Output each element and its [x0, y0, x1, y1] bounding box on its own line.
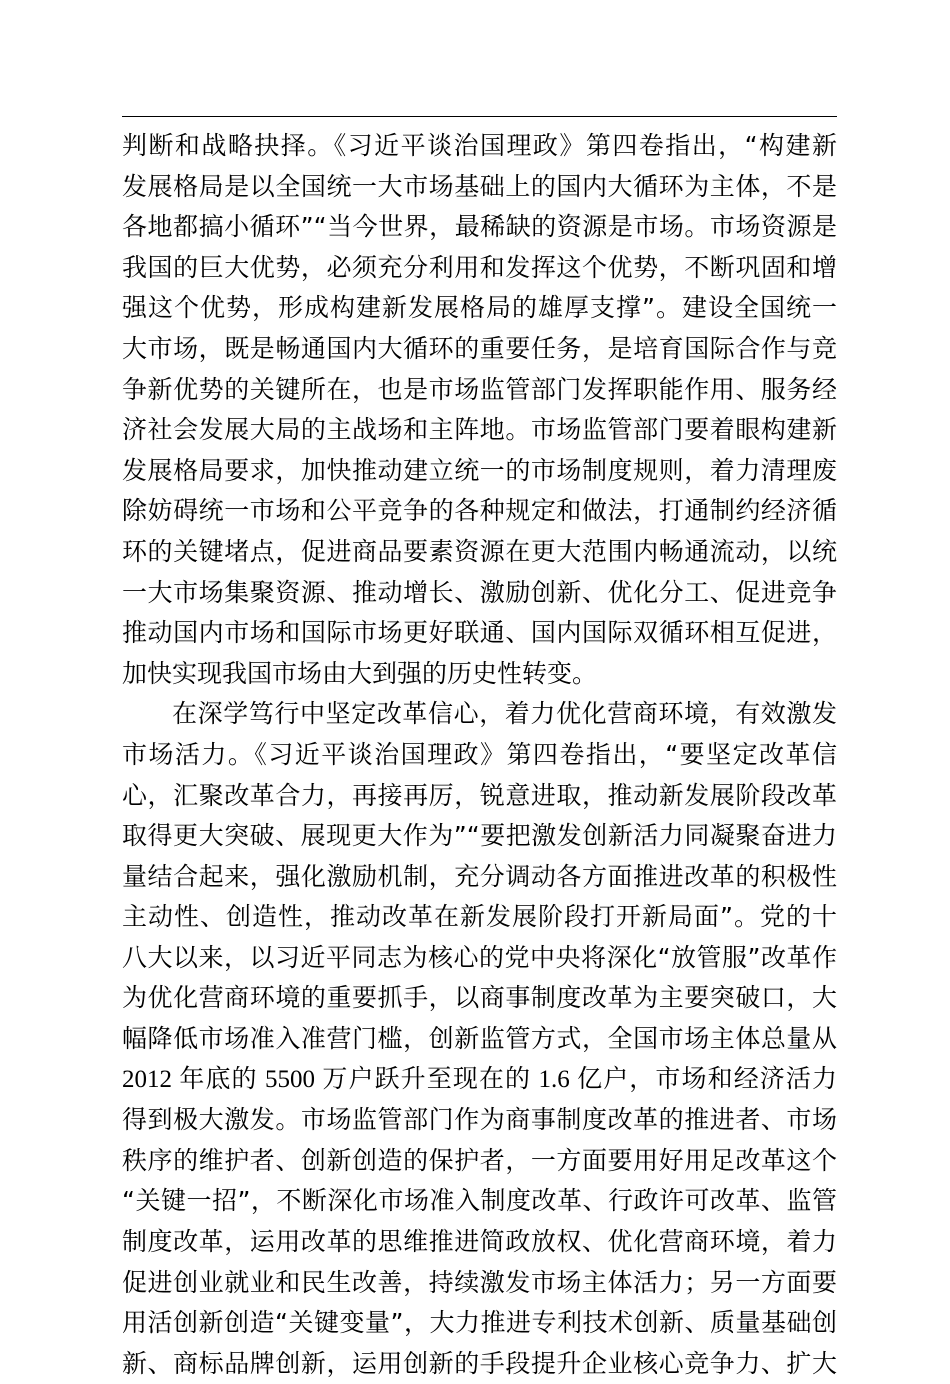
text-line: 秩序的维护者、创新创造的保护者，一方面要用好用足改革这个 [122, 1145, 837, 1175]
body-text [122, 126, 837, 1384]
text-line: 大市场，既是畅通国内大循环的重要任务，是培育国际合作与竞 [122, 333, 837, 363]
text-line: 市场活力。《习近平谈治国理政》第四卷指出，“要坚定改革信 [122, 739, 837, 769]
text-line: 制度改革，运用改革的思维推进简政放权、优化营商环境，着力 [122, 1227, 837, 1257]
text-line: 推动国内市场和国际市场更好联通、国内国际双循环相互促进， [122, 618, 837, 648]
text-line: 加快实现我国市场由大到强的历史性转变。 [122, 658, 598, 688]
text-line: 强这个优势，形成构建新发展格局的雄厚支撑”。建设全国统一 [122, 293, 837, 323]
text-line: 我国的巨大优势，必须充分利用和发挥这个优势，不断巩固和增 [122, 252, 837, 282]
text-line: 2012 年底的 5500 万户跃升至现在的 1.6 亿户，市场和经济活力 [122, 1065, 837, 1093]
text-line: 用活创新创造“关键变量”，大力推进专利技术创新、质量基础创 [122, 1308, 837, 1338]
paragraph-first-line: 在深学笃行中坚定改革信心，着力优化营商环境，有效激发 [172, 699, 837, 729]
text-line: 心，汇聚改革合力，再接再厉，锐意进取，推动新发展阶段改革 [122, 780, 837, 810]
text-line: 幅降低市场准入准营门槛，创新监管方式，全国市场主体总量从 [122, 1024, 837, 1054]
text-line: 各地都搞小循环”“当今世界，最稀缺的资源是市场。市场资源是 [122, 212, 837, 242]
text-line: 主动性、创造性，推动改革在新发展阶段打开新局面”。党的十 [122, 902, 837, 932]
text-line: “关键一招”，不断深化市场准入制度改革、行政许可改革、监管 [122, 1186, 837, 1216]
text-line: 发展格局是以全国统一大市场基础上的国内大循环为主体，不是 [122, 171, 837, 201]
text-line: 争新优势的关键所在，也是市场监管部门发挥职能作用、服务经 [122, 374, 837, 404]
text-line: 得到极大激发。市场监管部门作为商事制度改革的推进者、市场 [122, 1105, 837, 1135]
text-line: 八大以来，以习近平同志为核心的党中央将深化“放管服”改革作 [122, 942, 837, 972]
text-line: 济社会发展大局的主战场和主阵地。市场监管部门要着眼构建新 [122, 415, 837, 445]
text-line: 新、商标品牌创新，运用创新的手段提升企业核心竞争力、扩大 [122, 1348, 837, 1378]
text-line: 环的关键堵点，促进商品要素资源在更大范围内畅通流动，以统 [122, 536, 837, 566]
text-line: 促进创业就业和民生改善，持续激发市场主体活力；另一方面要 [122, 1267, 837, 1297]
text-line: 除妨碍统一市场和公平竞争的各种规定和做法，打通制约经济循 [122, 496, 837, 526]
text-line: 一大市场集聚资源、推动增长、激励创新、优化分工、促进竞争 [122, 577, 837, 607]
text-line: 发展格局要求，加快推动建立统一的市场制度规则，着力清理废 [122, 455, 837, 485]
text-line: 取得更大突破、展现更大作为”“要把激发创新活力同凝聚奋进力 [122, 821, 837, 851]
header-rule [122, 116, 837, 117]
text-line: 判断和战略抉择。《习近平谈治国理政》第四卷指出，“构建新 [122, 131, 837, 160]
text-line: 量结合起来，强化激励机制，充分调动各方面推进改革的积极性 [122, 861, 837, 891]
text-line: 为优化营商环境的重要抓手，以商事制度改革为主要突破口，大 [122, 983, 837, 1013]
